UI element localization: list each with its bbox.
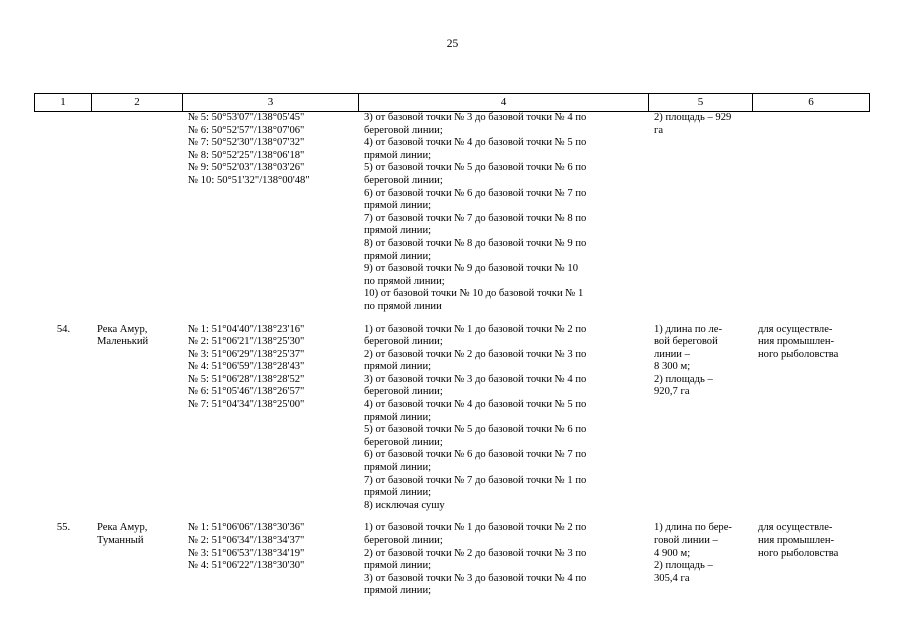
cell-text-line: Туманный [97, 535, 144, 546]
table-row [35, 324, 870, 523]
purpose-cell [753, 522, 870, 608]
water-body-name-cell [92, 324, 183, 523]
cell-text-line: береговой линии; [364, 336, 443, 348]
cell-text-line: № 10: 50°51'32"/138°00'48" [188, 174, 310, 186]
cell-text-line: 3) от базовой точки № 3 до базовой точки № 4 по [364, 572, 587, 584]
cell-text-line: прямой линии; [364, 560, 432, 572]
cell-text-line: 8) от базовой точки № 8 до базовой точки № 9 по [364, 237, 587, 249]
cell-text-line: 4) от базовой точки № 4 до базовой точки № 5 по [364, 137, 587, 149]
cell-text-line: 1) длина по ле- [654, 323, 722, 335]
cell-text-line: 2) площадь – [654, 373, 713, 385]
cell-text-line: № 6: 50°52'57"/138°07'06" [188, 124, 305, 136]
coordinates-cell [183, 324, 359, 523]
cell-text-line: прямой линии; [364, 361, 432, 373]
cell-text-line: Маленький [97, 336, 149, 348]
cell-text-line: 9) от базовой точки № 9 до базовой точки № 10 [364, 263, 579, 275]
cell-text-line: прямой линии; [364, 225, 432, 237]
cell-text-line: вой береговой [654, 336, 718, 348]
cell-text-line: № 4: 51°06'59"/138°28'43" [188, 361, 305, 373]
table-body [35, 112, 870, 608]
cell-text-line: № 1: 51°04'40"/138°23'16" [188, 323, 305, 335]
column-header: 4 [359, 94, 649, 112]
cell-text-line: Река Амур, [97, 522, 148, 534]
cell-text-line: 1) от базовой точки № 1 до базовой точки № 2 по [364, 522, 587, 534]
row-number-cell [35, 112, 92, 324]
cell-text-line: 7) от базовой точки № 7 до базовой точки № 8 по [364, 212, 587, 224]
cell-text-line: Река Амур, [97, 323, 148, 335]
cell-text-line: 2) площадь – 929 [654, 112, 732, 123]
boundaries-cell [359, 324, 649, 523]
cell-text-line: линии – [654, 348, 690, 360]
column-header: 3 [183, 94, 359, 112]
cell-text-line: 1) длина по бере- [654, 522, 732, 534]
parameters-cell [649, 522, 753, 608]
cell-text-line: ния промышлен- [758, 535, 835, 546]
cell-text-line: для осуществле- [758, 522, 833, 534]
cell-text-line: № 2: 51°06'21"/138°25'30" [188, 336, 305, 348]
water-body-name-cell [92, 522, 183, 608]
cell-text-line: 55. [56, 522, 71, 534]
cell-text-line: для осуществле- [758, 323, 833, 335]
cell-text-line: прямой линии; [364, 411, 432, 423]
cell-text-line: прямой линии; [364, 149, 432, 161]
cell-text-line: № 4: 51°06'22"/138°30'30" [188, 560, 305, 572]
cell-text-line: 54. [56, 323, 71, 335]
cell-text-line: 4) от базовой точки № 4 до базовой точки № 5 по [364, 399, 587, 411]
column-header: 6 [753, 94, 870, 112]
page-number: 25 [446, 38, 459, 50]
cell-text-line: прямой линии; [364, 487, 432, 499]
coordinates-cell [183, 522, 359, 608]
cell-text-line: 5) от базовой точки № 5 до базовой точки № 6 по [364, 162, 587, 174]
cell-text-line: 3) от базовой точки № 3 до базовой точки № 4 по [364, 373, 587, 385]
purpose-cell [753, 112, 870, 324]
cell-text-line: прямой линии; [364, 585, 432, 597]
cell-text-line: № 9: 50°52'03"/138°03'26" [188, 162, 305, 174]
cell-text-line: № 7: 51°04'34"/138°25'00" [188, 399, 305, 411]
cell-text-line: 8 300 м; [654, 361, 691, 373]
row-number-cell [35, 324, 92, 523]
cell-text-line: 8) исключая сушу [364, 499, 445, 511]
parameters-cell [649, 112, 753, 324]
cell-text-line: 4 900 м; [654, 547, 691, 559]
cell-text-line: № 3: 51°06'29"/138°25'37" [188, 348, 305, 360]
purpose-cell [753, 324, 870, 523]
column-header: 1 [35, 94, 92, 112]
cell-text-line: 3) от базовой точки № 3 до базовой точки № 4 по [364, 112, 587, 123]
cell-text-line: прямой линии; [364, 250, 432, 262]
cell-text-line: береговой линии; [364, 436, 443, 448]
cell-text-line: № 5: 50°53'07"/138°05'45" [188, 112, 305, 123]
cell-text-line: 920,7 га [654, 386, 690, 398]
cell-text-line: 6) от базовой точки № 6 до базовой точки № 7 по [364, 187, 587, 199]
cell-text-line: га [654, 124, 664, 136]
cell-text-line: ного рыболовства [758, 547, 839, 559]
cell-text-line: береговой линии; [364, 124, 443, 136]
cell-text-line: № 5: 51°06'28"/138°28'52" [188, 373, 305, 385]
row-number-cell [35, 522, 92, 608]
cell-text-line: 6) от базовой точки № 6 до базовой точки № 7 по [364, 449, 587, 461]
cell-text-line: № 7: 50°52'30"/138°07'32" [188, 137, 305, 149]
table-row [35, 522, 870, 608]
cell-text-line: прямой линии; [364, 462, 432, 474]
cell-text-line: № 6: 51°05'46"/138°26'57" [188, 386, 305, 398]
cell-text-line: по прямой линии [364, 300, 442, 312]
cell-text-line: 10) от базовой точки № 10 до базовой точки № 1 [364, 288, 584, 300]
cell-text-line: 2) от базовой точки № 2 до базовой точки № 3 по [364, 348, 587, 360]
cell-text-line: 2) площадь – [654, 560, 713, 572]
coordinates-cell [183, 112, 359, 324]
cell-text-line: береговой линии; [364, 535, 443, 546]
cell-text-line: 1) от базовой точки № 1 до базовой точки № 2 по [364, 323, 587, 335]
water-body-name-cell [92, 112, 183, 324]
cell-text-line: береговой линии; [364, 386, 443, 398]
cell-text-line: № 2: 51°06'34"/138°34'37" [188, 535, 305, 546]
cell-text-line: 5) от базовой точки № 5 до базовой точки № 6 по [364, 424, 587, 436]
cell-text-line: ного рыболовства [758, 348, 839, 360]
cell-text-line: № 8: 50°52'25"/138°06'18" [188, 149, 305, 161]
cell-text-line: 7) от базовой точки № 7 до базовой точки № 1 по [364, 474, 587, 486]
cell-text-line: прямой линии; [364, 200, 432, 212]
cell-text-line: 2) от базовой точки № 2 до базовой точки № 3 по [364, 547, 587, 559]
column-header: 5 [649, 94, 753, 112]
cell-text-line: по прямой линии; [364, 275, 445, 287]
cell-text-line: береговой линии; [364, 174, 443, 186]
table-header-row [35, 94, 870, 112]
cell-text-line: № 1: 51°06'06"/138°30'36" [188, 522, 305, 534]
boundaries-cell [359, 112, 649, 324]
column-header: 2 [92, 94, 183, 112]
cell-text-line: № 3: 51°06'53"/138°34'19" [188, 547, 305, 559]
fishing-areas-table [34, 93, 870, 608]
parameters-cell [649, 324, 753, 523]
cell-text-line: говой линии – [654, 535, 718, 546]
boundaries-cell [359, 522, 649, 608]
cell-text-line: ния промышлен- [758, 336, 835, 348]
table-row [35, 112, 870, 324]
cell-text-line: 305,4 га [654, 572, 690, 584]
